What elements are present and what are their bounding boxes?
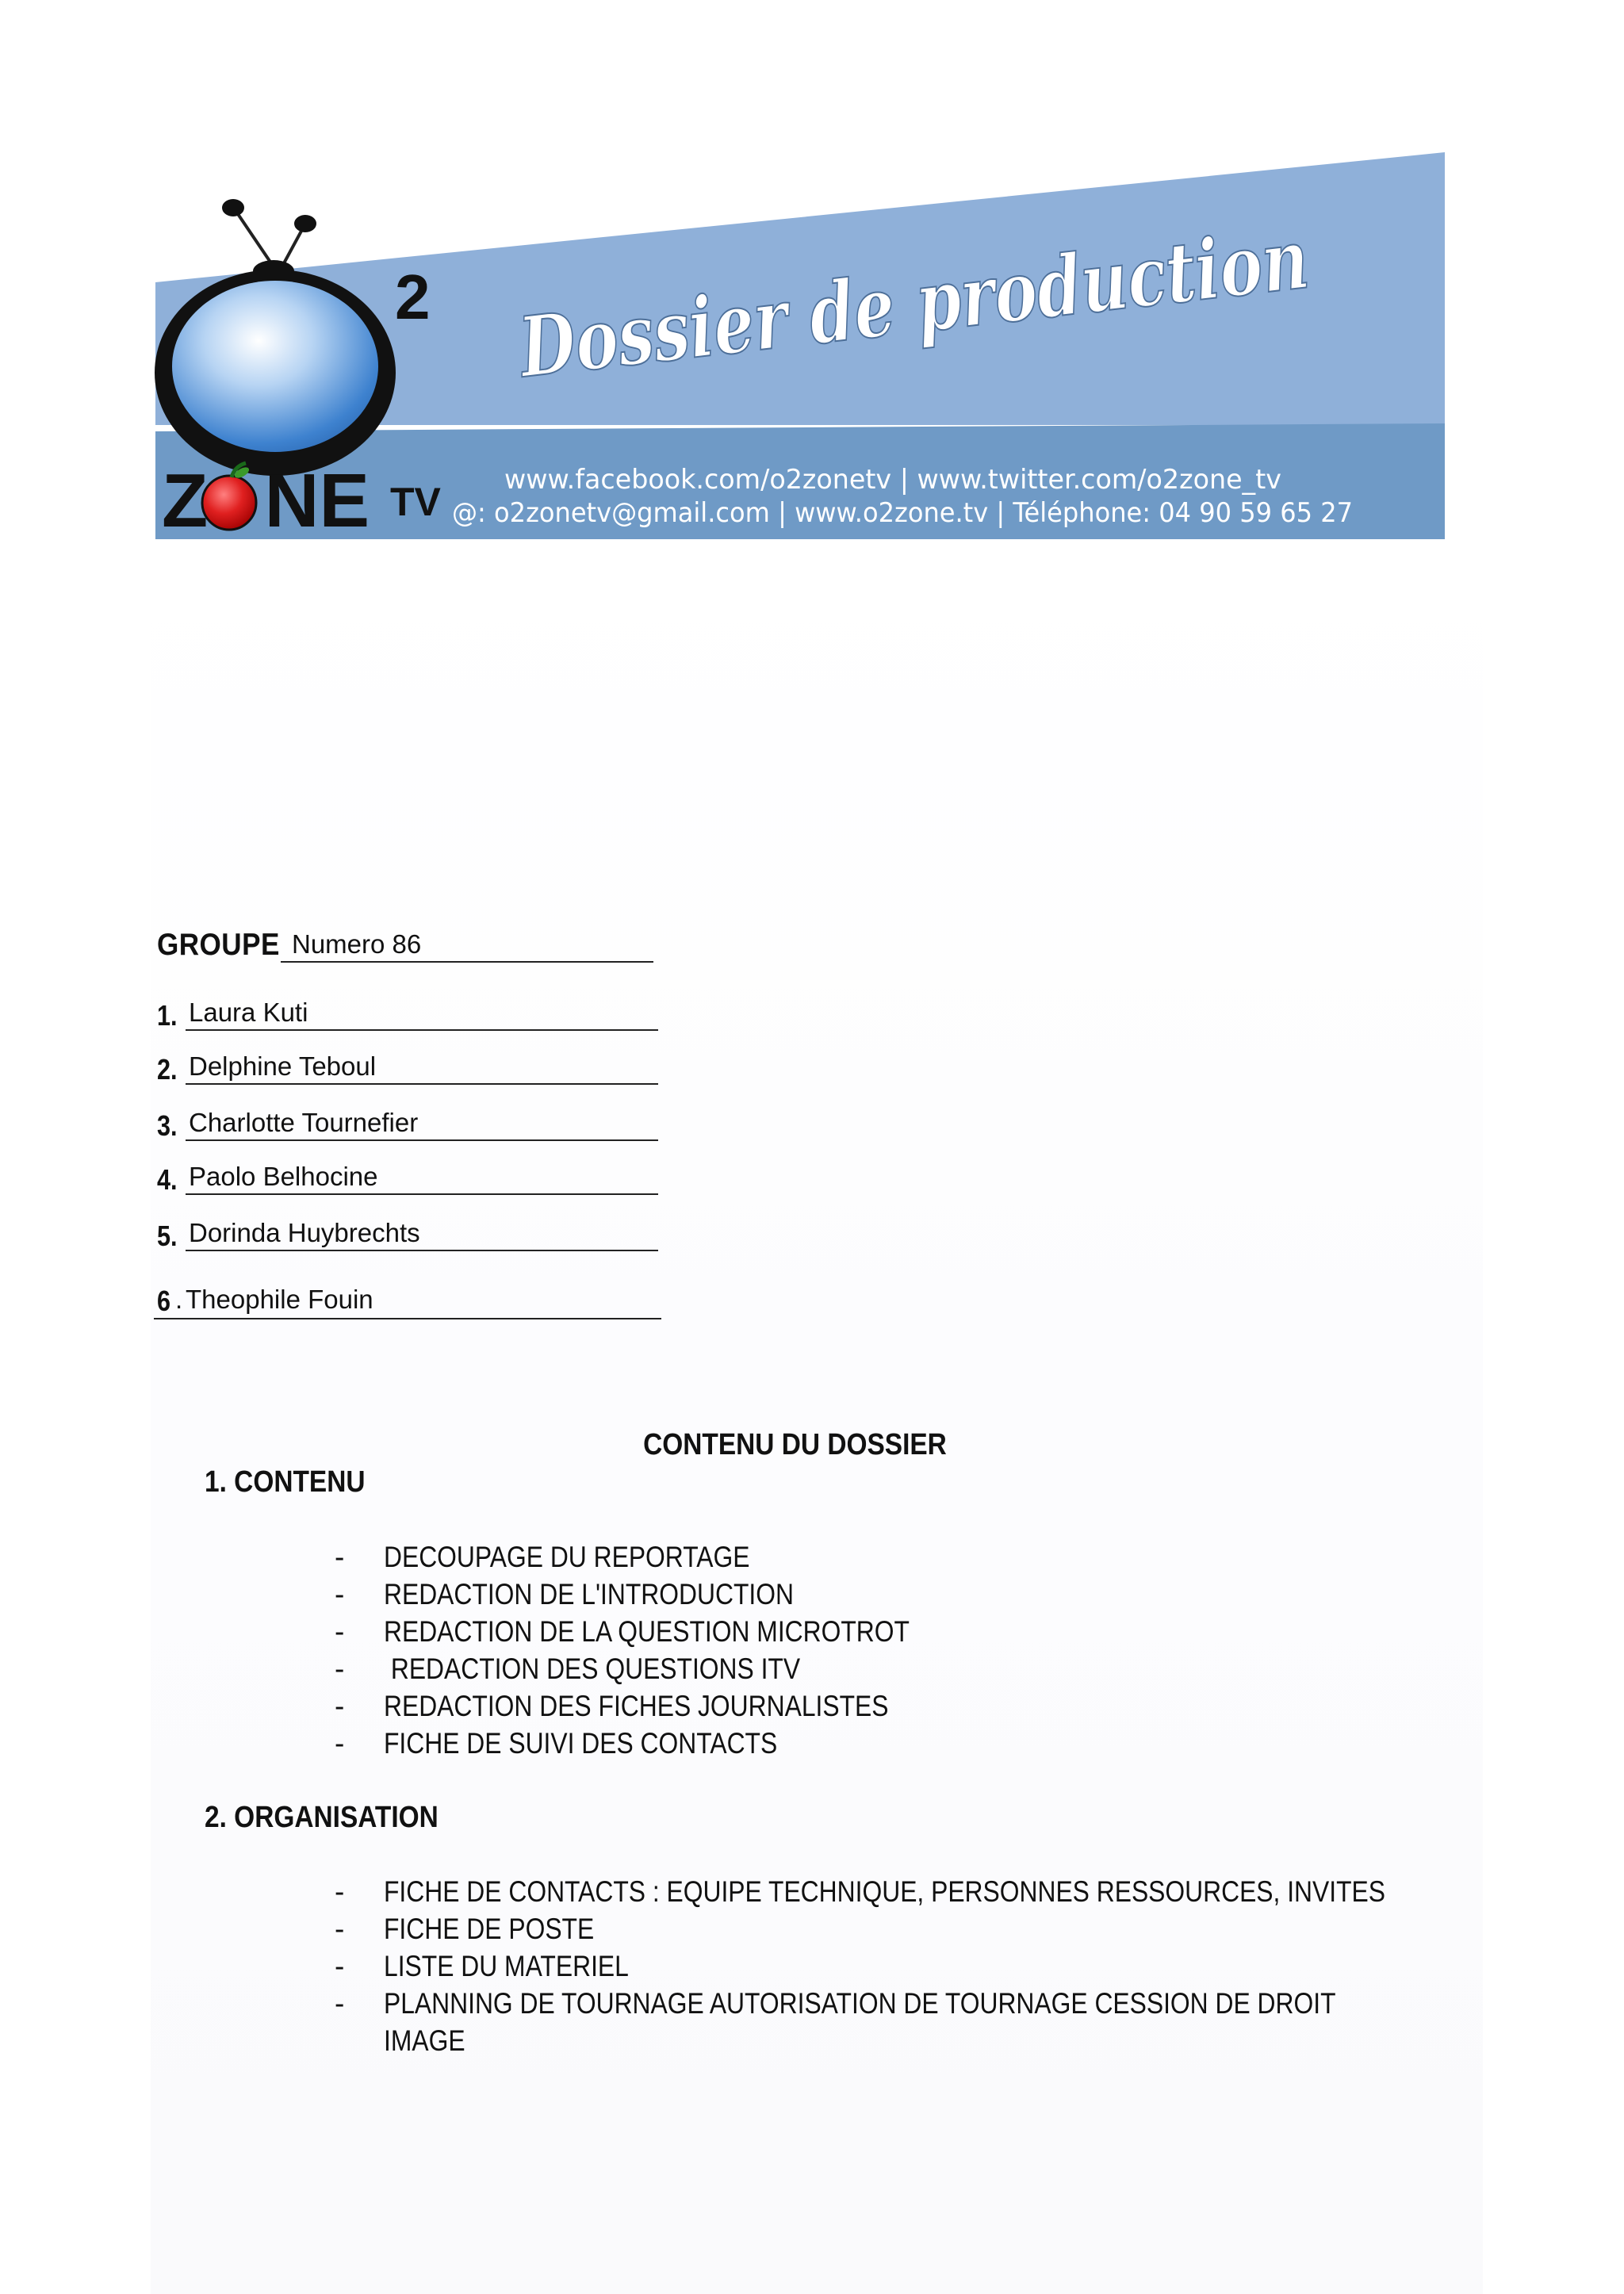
logo-superscript: 2 [395, 262, 431, 332]
list-item [335, 1725, 995, 1762]
group-label: GROUPE [157, 928, 280, 962]
list-item [335, 1650, 995, 1687]
list-item [335, 1538, 995, 1576]
list-bullet: - [335, 1913, 345, 1945]
list-item [335, 1613, 995, 1650]
member-number-dot: . [175, 1285, 183, 1314]
list-item [335, 1687, 995, 1725]
member-name: Delphine Teboul [189, 1051, 377, 1081]
header-banner [0, 0, 1624, 547]
member-name-field [186, 994, 658, 1031]
list-bullet: - [335, 1615, 345, 1648]
organisation-list [335, 1873, 1549, 2059]
member-number: 1. [157, 999, 178, 1032]
list-bullet: - [335, 1987, 345, 2020]
member-name: Dorinda Huybrechts [189, 1218, 420, 1247]
list-item [335, 1910, 1549, 1947]
member-name: Laura Kuti [189, 998, 308, 1027]
list-item-text: FICHE DE SUIVI DES CONTACTS [384, 1727, 778, 1760]
member-name: Charlotte Tournefier [189, 1108, 419, 1137]
member-number: 3. [157, 1109, 178, 1142]
list-item [335, 1873, 1549, 1910]
list-item [335, 1985, 1549, 2022]
list-bullet: - [335, 1690, 345, 1722]
member-number: 2. [157, 1053, 178, 1086]
list-item [335, 1576, 995, 1613]
member-name: Theophile Fouin [186, 1285, 373, 1314]
contenu-list [335, 1538, 995, 1762]
list-item-text: FICHE DE CONTACTS : EQUIPE TECHNIQUE, PERSONNES RESSOURCES, INVITES [384, 1875, 1385, 1908]
contact-line-social: www.facebook.com/o2zonetv | www.twitter.com/o2zone_tv [504, 464, 1281, 496]
list-item-text: REDACTION DES FICHES JOURNALISTES [384, 1690, 889, 1722]
list-item-text: IMAGE [384, 2024, 465, 2057]
list-item-text: FICHE DE POSTE [384, 1913, 595, 1945]
list-item [335, 1947, 1549, 1985]
list-item-text: REDACTION DES QUESTIONS ITV [384, 1653, 801, 1685]
list-item-continuation [335, 2022, 1549, 2059]
contents-title [0, 1428, 1624, 1462]
list-bullet: - [335, 1653, 345, 1685]
list-item-text: DECOUPAGE DU REPORTAGE [384, 1541, 750, 1573]
member-name-field [186, 1215, 658, 1251]
logo-zone-text: Z NE [162, 458, 371, 543]
group-number-field [281, 926, 653, 963]
section-heading-organisation: 2. ORGANISATION [205, 1801, 439, 1834]
logo-tv-text: TV [390, 480, 441, 524]
list-bullet: - [335, 1950, 345, 1982]
member-number: 4. [157, 1163, 178, 1196]
list-bullet: - [335, 1578, 345, 1610]
list-item-text: REDACTION DE LA QUESTION MICROTROT [384, 1615, 910, 1648]
member-name-field [186, 1048, 658, 1085]
list-item-text: PLANNING DE TOURNAGE AUTORISATION DE TOURNAGE CESSION DE DROIT [384, 1987, 1336, 2020]
member-row [154, 1278, 661, 1319]
contact-line-details: @: o2zonetv@gmail.com | www.o2zone.tv | Téléphone: 04 90 59 65 27 [452, 497, 1353, 529]
document-title: Dossier de production [514, 183, 1542, 396]
group-number-value: Numero 86 [292, 929, 422, 959]
list-item-text: LISTE DU MATERIEL [384, 1950, 629, 1982]
list-bullet: - [335, 1541, 345, 1573]
member-name-field [186, 1105, 658, 1141]
list-bullet: - [335, 1875, 345, 1908]
section-heading-contenu: 1. CONTENU [205, 1465, 366, 1499]
list-bullet: - [335, 1727, 345, 1760]
list-item-text: REDACTION DE L'INTRODUCTION [384, 1578, 794, 1610]
member-name: Paolo Belhocine [189, 1162, 378, 1191]
member-number: 6 [157, 1285, 171, 1317]
member-number: 5. [157, 1220, 178, 1252]
contents-title-text: CONTENU DU DOSSIER [642, 1428, 947, 1461]
member-name-field [186, 1158, 658, 1195]
